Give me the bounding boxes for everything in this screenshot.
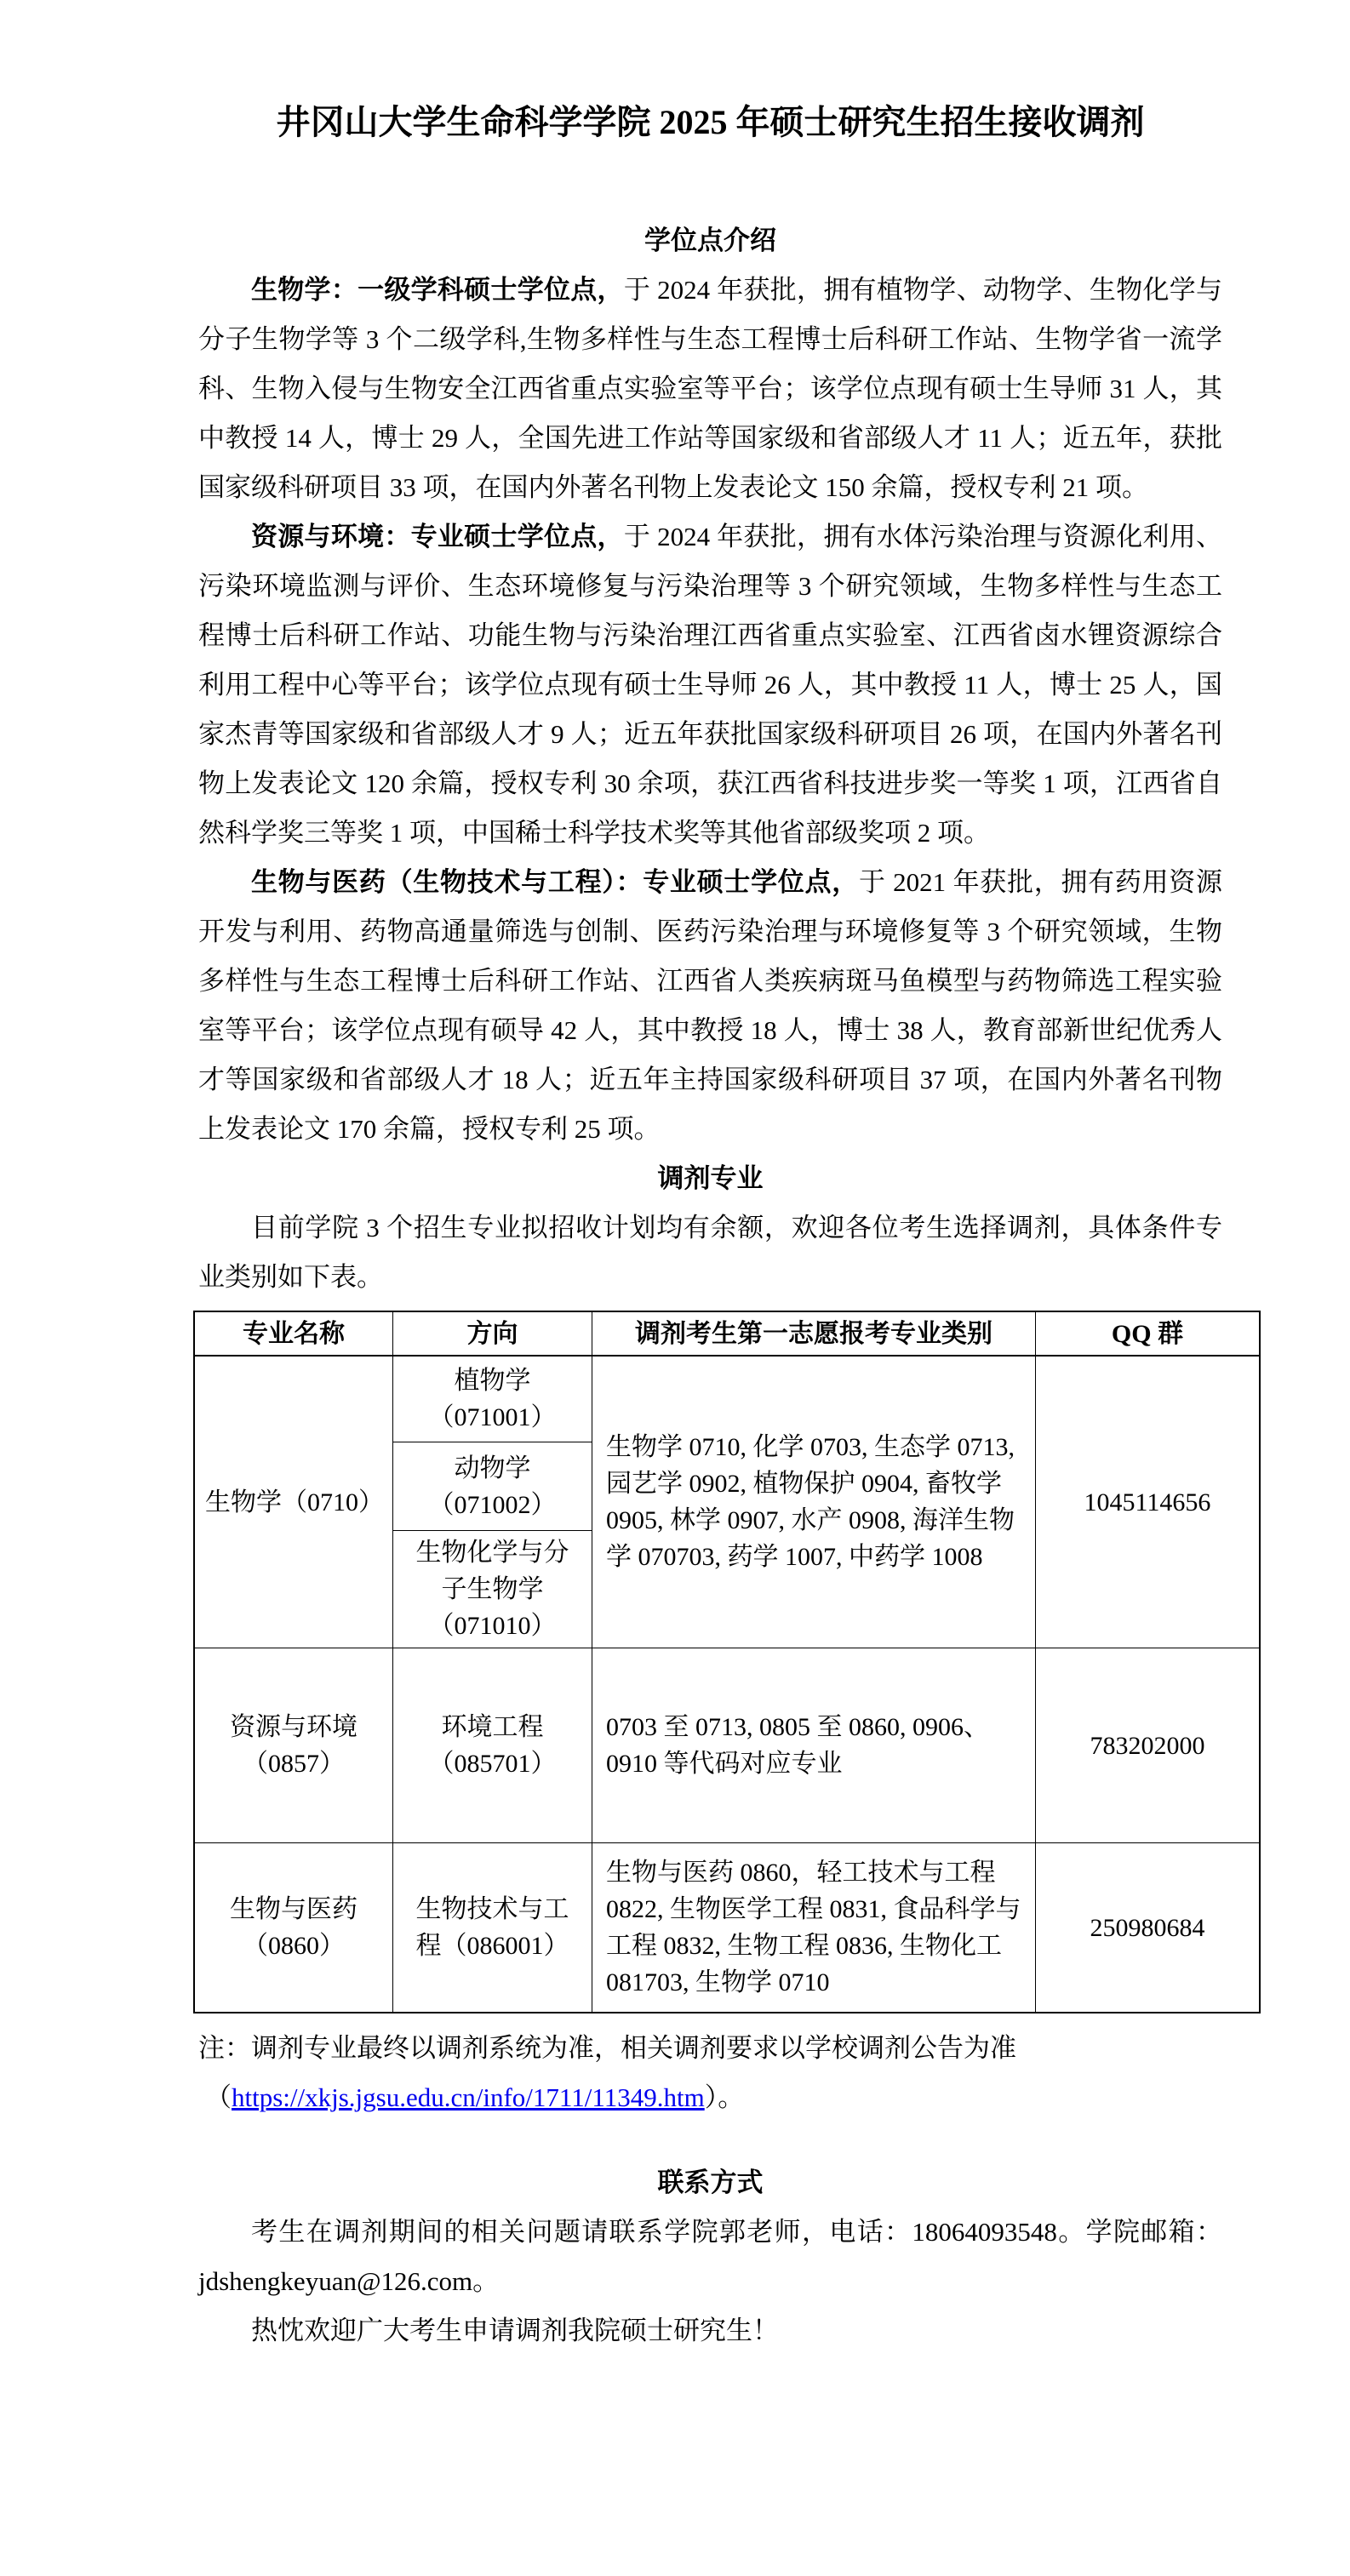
transfer-majors-table [193,1311,1261,2013]
paragraph-resources-environment-text: 于 2024 年获批，拥有水体污染治理与资源化利用、污染环境监测与评价、生态环境修复与污染治理等 3 个研究领域，生物多样性与生态工程博士后科研工作站、功能生物与污染治理江西省重点实验室、江西省卤水锂资源综合利用工程中心等平台；该学位点现有硕士生导师 26 人，其中教授 11 人，博士 25 人，国家杰青等国家级和省部级人才 9 人；近五年获批国家级科研项目 26 项，在国内外著名刊物上发表论文 120 余篇，授权专利 30 余项，获江西省科技进步奖一等奖 1 项，江西省自然科学奖三等奖 1 项，中国稀士科学技术奖等其他省部级奖项 2 项。 [198,522,1223,848]
direction-biochemistry-name: 生物化学与分子生物学 [415,1539,569,1603]
table-note [198,2024,1222,2122]
contact-info-paragraph: 考生在调剂期间的相关问题请联系学院郭老师，电话：18064093548。学院邮箱：jdshengkeyuan@126.com。 [198,2217,1222,2296]
header-first-choice-category: 调剂考生第一志愿报考专业类别 [592,1311,1036,1356]
paragraph-resources-environment [198,512,1222,858]
page-title: 井冈山大学生命科学学院 2025 年硕士研究生招生接收调剂 [276,103,1145,141]
cell-direction-botany [393,1356,592,1442]
section-heading-contact: 联系方式 [657,2168,764,2197]
paragraph-bio-medicine [198,858,1222,1154]
cell-direction-zoology [393,1442,592,1531]
table-row-biology-botany [194,1356,1260,1442]
cell-direction-biotech-engineering: 生物技术与工程（086001） [393,1843,592,2013]
header-qq-group: QQ 群 [1036,1311,1261,1356]
direction-biochemistry-code: （071010） [428,1612,557,1640]
table-header-row [194,1311,1260,1356]
direction-botany-code: （071001） [428,1403,557,1431]
table-row-resources-environment [194,1648,1260,1843]
paragraph-biology [198,266,1222,512]
paragraph-resources-environment-lead: 资源与环境：专业硕士学位点， [251,522,624,551]
paragraph-biology-text: 于 2024 年获批，拥有植物学、动物学、生物化学与分子生物学等 3 个二级学科,生物多样性与生态工程博士后科研工作站、生物学省一流学科、生物入侵与生物安全江西省重点实验室等平台；该学位点现有硕士生导师 31 人，其中教授 14 人，博士 29 人，全国先进工作站等国家级和省部级人才 11 人；近五年，获批国家级科研项目 33 项，在国内外著名刊物上发表论文 150 余篇，授权专利 21 项。 [198,275,1223,502]
welcome-paragraph: 热忱欢迎广大考生申请调剂我院硕士研究生！ [251,2316,779,2345]
cell-direction-environmental-engineering [393,1648,592,1843]
direction-zoology-code: （071002） [428,1490,557,1519]
paragraph-biology-lead: 生物学：一级学科硕士学位点， [251,275,624,305]
cell-qq-bio-medicine: 250980684 [1036,1843,1261,2013]
direction-botany-name: 植物学 [454,1367,531,1395]
cell-major-resources: 资源与环境（0857） [194,1648,393,1843]
paragraph-bio-medicine-text: 于 2021 年获批，拥有药用资源开发与利用、药物高通量筛选与创制、医药污染治理与环境修复等 3 个研究领域，生物多样性与生态工程博士后科研工作站、江西省人类疾病斑马鱼模型与药物筛选工程实验室等平台；该学位点现有硕导 42 人，其中教授 18 人，博士 38 人，教育部新世纪优秀人才等国家级和省部级人才 18 人；近五年主持国家级科研项目 37 项，在国内外著名刊物上发表论文 170 余篇，授权专利 25 项。 [198,867,1223,1144]
section-heading-transfer-majors: 调剂专业 [657,1163,764,1193]
direction-env-eng-code: （085701） [428,1750,557,1778]
cell-categories-bio-medicine: 生物与医药 0860，轻工技术与工程 0822, 生物医学工程 0831, 食品科学与工程 0832, 生物工程 0836, 生物化工 081703, 生物学 0710 [592,1843,1036,2013]
transfer-intro-paragraph: 目前学院 3 个招生专业拟招收计划均有余额，欢迎各位考生选择调剂，具体条件专业类别如下表。 [198,1213,1222,1292]
header-direction: 方向 [393,1311,592,1356]
cell-categories-resources: 0703 至 0713, 0805 至 0860, 0906、0910 等代码对应专业 [592,1648,1036,1843]
cell-qq-biology: 1045114656 [1036,1356,1261,1648]
table-row-bio-medicine [194,1843,1260,2013]
cell-major-biology: 生物学（0710） [194,1356,393,1648]
table-note-line2 [198,2073,1222,2122]
cell-qq-resources: 783202000 [1036,1648,1261,1843]
table-note-line1: 注：调剂专业最终以调剂系统为准，相关调剂要求以学校调剂公告为准 [198,2033,1016,2063]
section-heading-degree-intro: 学位点介绍 [644,226,776,255]
note-open-paren: （ [205,2082,232,2112]
cell-direction-biochemistry [393,1531,592,1648]
transfer-announcement-link[interactable]: https://xkjs.jgsu.edu.cn/info/1711/11349.htm [232,2082,705,2112]
paragraph-bio-medicine-lead: 生物与医药（生物技术与工程）：专业硕士学位点， [251,867,859,897]
header-major-name: 专业名称 [194,1311,393,1356]
direction-zoology-name: 动物学 [454,1454,531,1482]
note-close-paren: ）。 [704,2082,745,2112]
cell-major-bio-medicine: 生物与医药（0860） [194,1843,393,2013]
cell-categories-biology: 生物学 0710, 化学 0703, 生态学 0713, 园艺学 0902, 植物保护 0904, 畜牧学 0905, 林学 0907, 水产 0908, 海洋生物学 070703, 药学 1007, 中药学 1008 [592,1356,1036,1648]
direction-env-eng-name: 环境工程 [441,1713,544,1741]
